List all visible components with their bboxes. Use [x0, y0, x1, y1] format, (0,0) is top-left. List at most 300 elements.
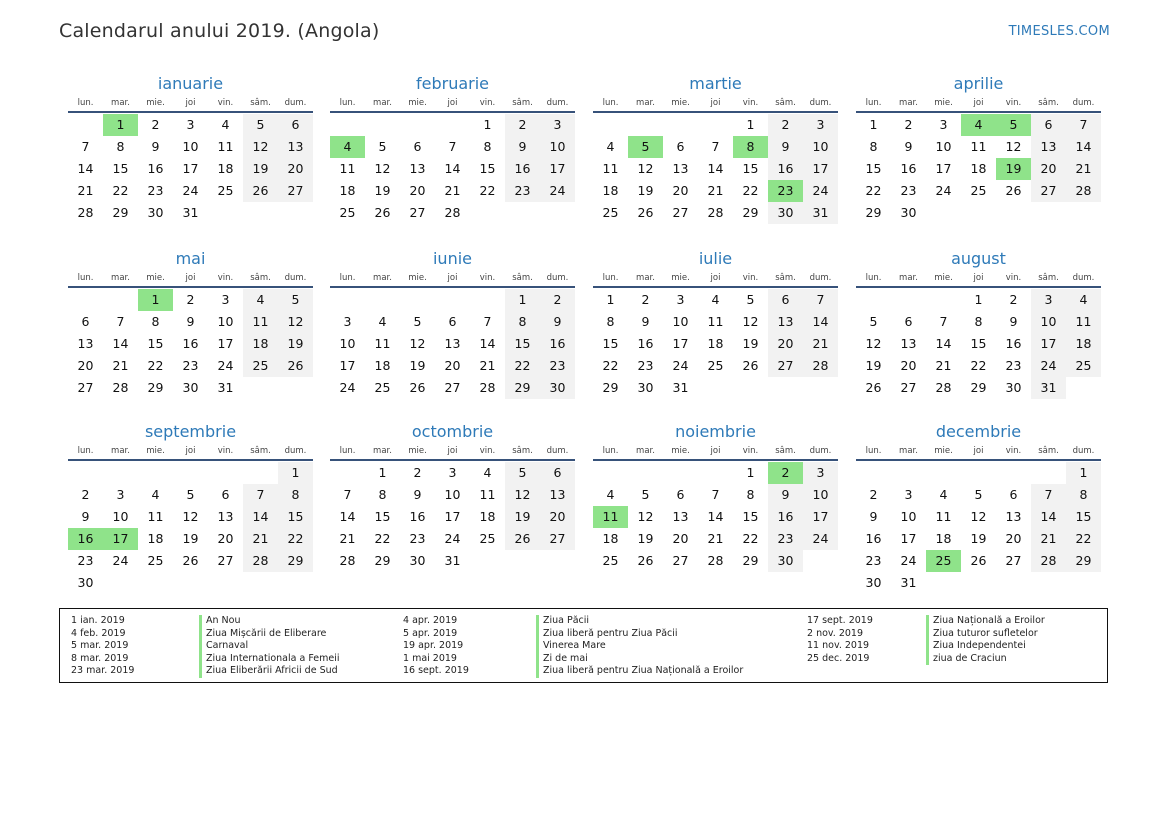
month-title: decembrie: [935, 422, 1022, 441]
day-cell: 8: [746, 487, 755, 502]
day-cell: 22: [374, 531, 391, 546]
day-cell: 20: [672, 183, 689, 198]
empty-day-cell: [138, 462, 173, 484]
empty-day-cell: [856, 289, 891, 311]
weekday-label: sâm.: [250, 446, 271, 456]
day-cell: 30: [147, 205, 164, 220]
day-cell: 22: [742, 531, 759, 546]
day-cell: 26: [374, 205, 391, 220]
holiday-day-cell: 11: [593, 506, 628, 528]
holiday-day-cell: 23: [768, 180, 803, 202]
weekday-label: mar.: [111, 446, 130, 456]
day-cell: 30: [900, 205, 917, 220]
day-cell: 26: [409, 380, 426, 395]
day-cell: 3: [803, 462, 838, 484]
month-februarie: [330, 74, 575, 224]
day-cell: 19: [278, 333, 313, 355]
day-cell: 20: [444, 358, 461, 373]
legend-date: 4 feb. 2019: [71, 627, 126, 639]
day-cell: 14: [77, 161, 94, 176]
weekday-label: sâm.: [775, 273, 796, 283]
day-cell: 2: [768, 114, 803, 136]
weekday-label: sâm.: [1038, 98, 1059, 108]
weekday-label: mie.: [934, 98, 953, 108]
day-cell: 27: [217, 553, 234, 568]
weekday-label: mar.: [373, 98, 392, 108]
day-cell: 24: [900, 553, 917, 568]
weekday-label: mie.: [408, 273, 427, 283]
day-cell: 3: [676, 292, 685, 307]
day-cell: 12: [1005, 139, 1022, 154]
weekday-label: vin.: [1005, 273, 1022, 283]
holiday-day-cell: 4: [961, 114, 996, 136]
day-cell: 2: [81, 487, 90, 502]
day-cell: 1: [746, 117, 755, 132]
weekday-label: lun.: [865, 273, 882, 283]
legend-date: 16 sept. 2019: [403, 665, 469, 676]
day-cell: 26: [637, 553, 654, 568]
month-iulie: [593, 249, 838, 399]
day-cell: 2: [641, 292, 650, 307]
holiday-legend: [59, 608, 1108, 683]
day-cell: 18: [602, 531, 619, 546]
day-cell: 10: [900, 509, 917, 524]
weekday-label: mie.: [146, 446, 165, 456]
legend-holiday-name: Ziua Eliberării Africii de Sud: [199, 665, 340, 678]
day-cell: 10: [672, 314, 689, 329]
day-cell: 16: [147, 161, 164, 176]
empty-day-cell: [961, 462, 996, 484]
day-cell: 30: [865, 575, 882, 590]
day-cell: 24: [182, 183, 199, 198]
weekday-label: mar.: [373, 446, 392, 456]
day-cell: 10: [444, 487, 461, 502]
weekday-label: mar.: [111, 273, 130, 283]
day-cell: 10: [339, 336, 356, 351]
weekday-label: sâm.: [512, 98, 533, 108]
day-cell: 9: [641, 314, 650, 329]
legend-holiday-name: Ziua liberă pentru Ziua Păcii: [536, 628, 743, 641]
holiday-day-cell: 25: [926, 550, 961, 572]
weekday-label: mie.: [671, 98, 690, 108]
weekday-label: vin.: [742, 446, 759, 456]
day-cell: 25: [970, 183, 987, 198]
legend-holiday-name: An Nou: [199, 615, 340, 628]
empty-day-cell: [1031, 462, 1066, 484]
day-cell: 7: [243, 484, 278, 506]
day-cell: 14: [243, 506, 278, 528]
day-cell: 3: [448, 465, 457, 480]
weekday-label: joi: [973, 273, 984, 283]
day-cell: 15: [1066, 506, 1101, 528]
day-cell: 16: [768, 506, 803, 528]
day-cell: 16: [865, 531, 882, 546]
day-cell: 3: [1031, 289, 1066, 311]
day-cell: 27: [672, 553, 689, 568]
day-cell: 12: [970, 509, 987, 524]
weekday-label: joi: [185, 273, 196, 283]
legend-holiday-name: Ziua Păcii: [536, 615, 743, 628]
day-cell: 28: [77, 205, 94, 220]
day-cell: 2: [540, 289, 575, 311]
day-cell: 9: [904, 139, 913, 154]
day-cell: 11: [217, 139, 234, 154]
weekday-label: sâm.: [775, 98, 796, 108]
days-grid: [68, 462, 313, 594]
weekday-label: lun.: [602, 446, 619, 456]
weekday-header: [68, 272, 313, 288]
day-cell: 4: [483, 465, 492, 480]
day-cell: 6: [278, 114, 313, 136]
day-cell: 17: [444, 509, 461, 524]
day-cell: 15: [147, 336, 164, 351]
empty-day-cell: [68, 462, 103, 484]
day-cell: 11: [339, 161, 356, 176]
day-cell: 8: [1066, 484, 1101, 506]
empty-day-cell: [856, 462, 891, 484]
day-cell: 18: [147, 531, 164, 546]
legend-date: 19 apr. 2019: [403, 640, 464, 651]
day-cell: 6: [413, 139, 422, 154]
day-cell: 5: [641, 487, 650, 502]
holiday-day-cell: 8: [733, 136, 768, 158]
legend-holiday-name: ziua de Craciun: [926, 653, 1045, 666]
day-cell: 8: [483, 139, 492, 154]
day-cell: 24: [339, 380, 356, 395]
day-cell: 29: [112, 205, 129, 220]
day-cell: 11: [602, 161, 619, 176]
empty-day-cell: [435, 114, 470, 136]
empty-day-cell: [698, 462, 733, 484]
day-cell: 4: [151, 487, 160, 502]
day-cell: 11: [147, 509, 164, 524]
day-cell: 15: [505, 333, 540, 355]
legend-date: 8 mar. 2019: [71, 652, 129, 664]
day-cell: 27: [444, 380, 461, 395]
day-cell: 21: [77, 183, 94, 198]
day-cell: 5: [505, 462, 540, 484]
day-cell: 26: [970, 553, 987, 568]
legend-date: 1 ian. 2019: [71, 615, 125, 626]
day-cell: 11: [1066, 311, 1101, 333]
page-title: Calendarul anului 2019. (Angola): [59, 20, 380, 42]
day-cell: 19: [637, 531, 654, 546]
day-cell: 11: [243, 311, 278, 333]
day-cell: 24: [217, 358, 234, 373]
day-cell: 1: [1066, 462, 1101, 484]
empty-day-cell: [698, 114, 733, 136]
day-cell: 22: [479, 183, 496, 198]
day-cell: 25: [217, 183, 234, 198]
day-cell: 30: [182, 380, 199, 395]
day-cell: 29: [865, 205, 882, 220]
day-cell: 12: [865, 336, 882, 351]
day-cell: 15: [742, 161, 759, 176]
weekday-label: sâm.: [1038, 273, 1059, 283]
empty-day-cell: [208, 462, 243, 484]
day-cell: 9: [151, 139, 160, 154]
day-cell: 2: [904, 117, 913, 132]
legend-date: 5 mar. 2019: [71, 640, 129, 651]
day-cell: 20: [768, 333, 803, 355]
day-cell: 17: [803, 158, 838, 180]
day-cell: 30: [77, 575, 94, 590]
weekday-label: dum.: [809, 446, 832, 456]
day-cell: 30: [768, 202, 803, 224]
day-cell: 11: [707, 314, 724, 329]
month-august: [856, 249, 1101, 399]
holiday-day-cell: 5: [628, 136, 663, 158]
day-cell: 16: [900, 161, 917, 176]
day-cell: 20: [1031, 158, 1066, 180]
day-cell: 14: [1066, 136, 1101, 158]
day-cell: 28: [444, 205, 461, 220]
weekday-label: joi: [710, 273, 721, 283]
day-cell: 1: [505, 289, 540, 311]
legend-holiday-name: Vinerea Mare: [536, 640, 743, 653]
day-cell: 6: [676, 487, 685, 502]
month-title: iulie: [698, 249, 733, 268]
weekday-label: vin.: [217, 446, 234, 456]
weekday-label: joi: [973, 98, 984, 108]
day-cell: 26: [182, 553, 199, 568]
day-cell: 30: [1005, 380, 1022, 395]
weekday-label: joi: [447, 446, 458, 456]
legend-holiday-name: Ziua tuturor sufletelor: [926, 628, 1045, 641]
weekday-label: mie.: [408, 446, 427, 456]
month-mai: [68, 249, 313, 399]
weekday-label: vin.: [479, 446, 496, 456]
day-cell: 24: [112, 553, 129, 568]
day-cell: 9: [869, 509, 878, 524]
weekday-label: joi: [973, 446, 984, 456]
empty-day-cell: [68, 114, 103, 136]
legend-date: 17 sept. 2019: [807, 615, 873, 626]
holiday-day-cell: 16: [68, 528, 103, 550]
weekday-label: vin.: [479, 98, 496, 108]
legend-holiday-name: Ziua Internationala a Femeii: [199, 653, 340, 666]
day-cell: 23: [540, 355, 575, 377]
weekday-label: dum.: [284, 446, 307, 456]
empty-day-cell: [926, 462, 961, 484]
day-cell: 28: [339, 553, 356, 568]
day-cell: 5: [869, 314, 878, 329]
month-decembrie: [856, 422, 1101, 594]
day-cell: 27: [77, 380, 94, 395]
weekday-header: [330, 445, 575, 461]
day-cell: 29: [1066, 550, 1101, 572]
weekday-label: lun.: [602, 98, 619, 108]
legend-dates-col-3: [807, 615, 873, 665]
day-cell: 9: [768, 484, 803, 506]
weekday-label: lun.: [339, 98, 356, 108]
empty-day-cell: [243, 462, 278, 484]
holiday-day-cell: 5: [996, 114, 1031, 136]
day-cell: 16: [505, 158, 540, 180]
month-title: martie: [689, 74, 742, 93]
day-cell: 13: [540, 484, 575, 506]
weekday-label: mie.: [408, 98, 427, 108]
day-cell: 1: [974, 292, 983, 307]
day-cell: 14: [707, 161, 724, 176]
day-cell: 25: [339, 205, 356, 220]
day-cell: 5: [243, 114, 278, 136]
day-cell: 6: [676, 139, 685, 154]
weekday-label: sâm.: [512, 446, 533, 456]
empty-day-cell: [593, 462, 628, 484]
brand-link[interactable]: TIMESLES.COM: [1008, 24, 1110, 39]
days-grid: [856, 289, 1101, 399]
day-cell: 22: [112, 183, 129, 198]
day-cell: 29: [970, 380, 987, 395]
day-cell: 10: [217, 314, 234, 329]
day-cell: 4: [378, 314, 387, 329]
empty-day-cell: [173, 462, 208, 484]
day-cell: 7: [939, 314, 948, 329]
month-title: noiembrie: [675, 422, 756, 441]
weekday-header: [856, 97, 1101, 113]
day-cell: 23: [505, 180, 540, 202]
day-cell: 3: [939, 117, 948, 132]
day-cell: 23: [182, 358, 199, 373]
day-cell: 8: [278, 484, 313, 506]
day-cell: 31: [1031, 377, 1066, 399]
day-cell: 21: [112, 358, 129, 373]
day-cell: 27: [900, 380, 917, 395]
day-cell: 15: [278, 506, 313, 528]
day-cell: 22: [147, 358, 164, 373]
day-cell: 12: [505, 484, 540, 506]
weekday-label: mar.: [111, 98, 130, 108]
day-cell: 4: [711, 292, 720, 307]
day-cell: 12: [243, 136, 278, 158]
day-cell: 18: [1066, 333, 1101, 355]
day-cell: 27: [1031, 180, 1066, 202]
weekday-label: dum.: [284, 98, 307, 108]
holiday-day-cell: 2: [768, 462, 803, 484]
month-iunie: [330, 249, 575, 399]
weekday-label: vin.: [1005, 98, 1022, 108]
day-cell: 31: [217, 380, 234, 395]
weekday-label: mar.: [636, 446, 655, 456]
day-cell: 18: [339, 183, 356, 198]
day-cell: 24: [444, 531, 461, 546]
day-cell: 10: [803, 136, 838, 158]
weekday-label: mar.: [899, 98, 918, 108]
day-cell: 21: [479, 358, 496, 373]
day-cell: 2: [186, 292, 195, 307]
day-cell: 23: [1005, 358, 1022, 373]
days-grid: [330, 114, 575, 224]
day-cell: 28: [1066, 180, 1101, 202]
day-cell: 18: [374, 358, 391, 373]
weekday-header: [330, 272, 575, 288]
day-cell: 2: [413, 465, 422, 480]
weekday-label: mie.: [934, 446, 953, 456]
day-cell: 30: [540, 377, 575, 399]
weekday-label: dum.: [546, 273, 569, 283]
day-cell: 29: [278, 550, 313, 572]
day-cell: 30: [409, 553, 426, 568]
day-cell: 16: [182, 336, 199, 351]
day-cell: 20: [900, 358, 917, 373]
weekday-label: lun.: [865, 446, 882, 456]
day-cell: 15: [602, 336, 619, 351]
day-cell: 3: [540, 114, 575, 136]
day-cell: 27: [1005, 553, 1022, 568]
day-cell: 6: [540, 462, 575, 484]
day-cell: 22: [602, 358, 619, 373]
empty-day-cell: [68, 289, 103, 311]
legend-names-col-3: [926, 615, 1045, 665]
legend-date: 5 apr. 2019: [403, 627, 458, 639]
day-cell: 2: [505, 114, 540, 136]
day-cell: 27: [278, 180, 313, 202]
weekday-label: dum.: [284, 273, 307, 283]
weekday-label: joi: [710, 98, 721, 108]
legend-holiday-name: Ziua Independentei: [926, 640, 1045, 653]
month-title: februarie: [415, 74, 490, 93]
legend-date: 1 mai 2019: [403, 652, 457, 664]
day-cell: 31: [900, 575, 917, 590]
day-cell: 8: [869, 139, 878, 154]
weekday-label: joi: [710, 446, 721, 456]
day-cell: 8: [151, 314, 160, 329]
day-cell: 16: [768, 158, 803, 180]
weekday-label: vin.: [742, 273, 759, 283]
day-cell: 31: [672, 380, 689, 395]
day-cell: 14: [935, 336, 952, 351]
weekday-header: [330, 97, 575, 113]
weekday-label: vin.: [217, 98, 234, 108]
weekday-label: lun.: [602, 273, 619, 283]
day-cell: 14: [1031, 506, 1066, 528]
day-cell: 6: [1009, 487, 1018, 502]
legend-date: 23 mar. 2019: [71, 665, 135, 676]
day-cell: 10: [540, 136, 575, 158]
day-cell: 16: [540, 333, 575, 355]
holiday-day-cell: 4: [330, 136, 365, 158]
day-cell: 19: [409, 358, 426, 373]
days-grid: [68, 114, 313, 224]
legend-date: 4 apr. 2019: [403, 615, 458, 626]
day-cell: 21: [935, 358, 952, 373]
weekday-label: mie.: [146, 273, 165, 283]
day-cell: 8: [378, 487, 387, 502]
day-cell: 29: [742, 205, 759, 220]
day-cell: 14: [339, 509, 356, 524]
day-cell: 9: [413, 487, 422, 502]
legend-dates-col-2: [403, 615, 469, 678]
day-cell: 12: [637, 509, 654, 524]
weekday-label: sâm.: [250, 98, 271, 108]
day-cell: 7: [1031, 484, 1066, 506]
day-cell: 21: [1031, 528, 1066, 550]
empty-day-cell: [365, 289, 400, 311]
day-cell: 17: [935, 161, 952, 176]
day-cell: 28: [707, 205, 724, 220]
weekday-label: lun.: [339, 446, 356, 456]
day-cell: 18: [707, 336, 724, 351]
empty-day-cell: [330, 289, 365, 311]
weekday-label: dum.: [809, 98, 832, 108]
day-cell: 2: [1009, 292, 1018, 307]
day-cell: 25: [374, 380, 391, 395]
day-cell: 10: [1031, 311, 1066, 333]
day-cell: 25: [1066, 355, 1101, 377]
legend-date: 25 dec. 2019: [807, 652, 870, 664]
day-cell: 26: [243, 180, 278, 202]
